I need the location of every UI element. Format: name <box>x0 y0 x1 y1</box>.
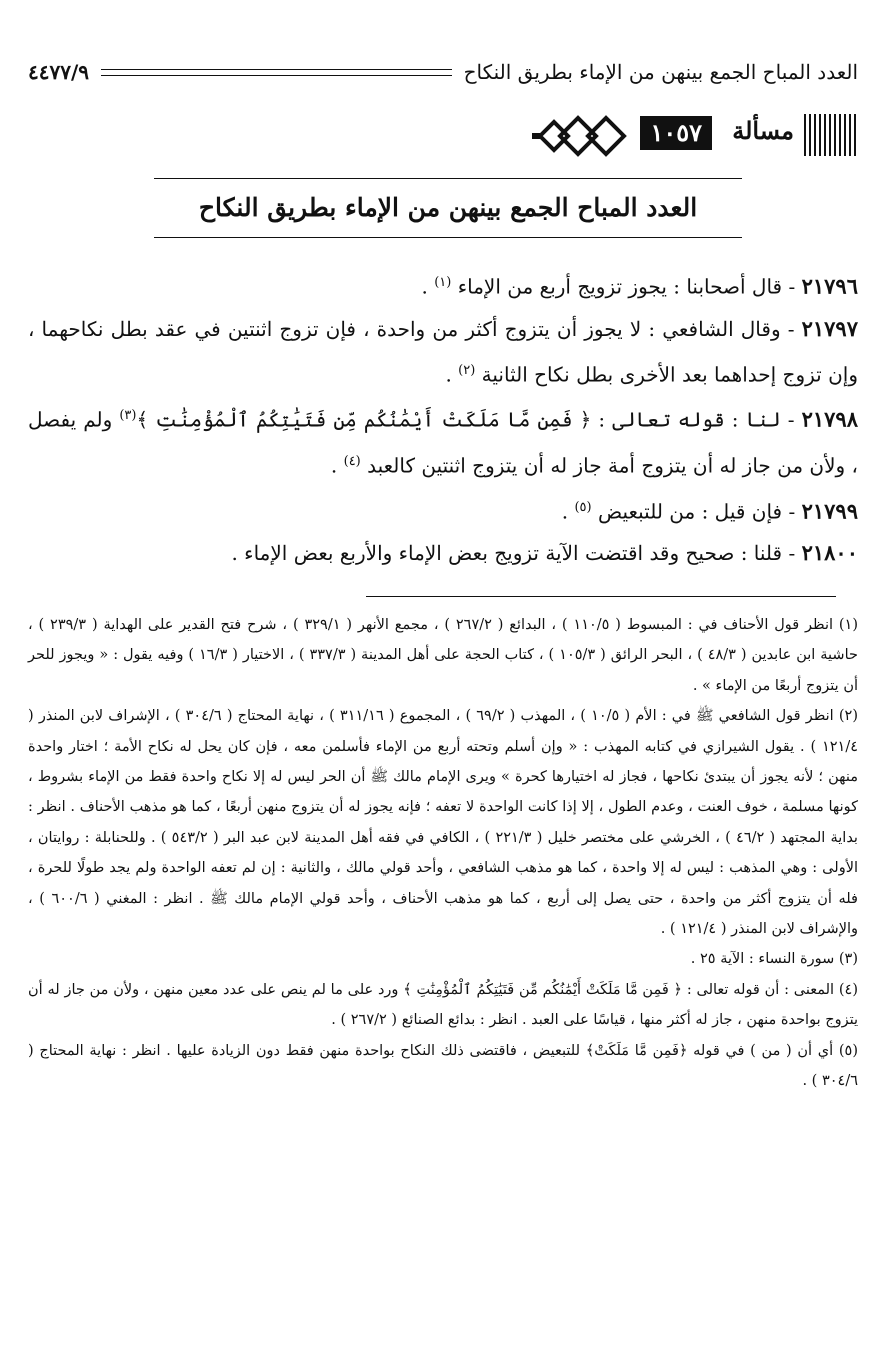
paragraph-number: ٢١٨٠٠ <box>801 540 858 566</box>
paragraph-tail: . <box>445 362 459 387</box>
paragraph-tail: . <box>421 274 435 299</box>
chapter-title: العدد المباح الجمع بينهن من الإماء بطريق النكاح <box>154 178 742 238</box>
footnote-ref: (١) <box>434 275 452 290</box>
paragraph-text: - وقال الشافعي : لا يجوز أن يتزوج أكثر من واحدة ، فإن تزوج اثنتين في عقد بطل نكاحهما ، وإن تزوج إحداهما بعد الأخرى بطل نكاح الثانية <box>28 316 858 387</box>
paragraph <box>28 395 858 486</box>
running-header <box>28 52 858 92</box>
paragraph-text: - قال أصحابنا : يجوز تزويج أربع من الإماء <box>451 274 802 299</box>
interlace-ornament-icon <box>532 110 632 162</box>
footnote: (٥) أي أن ( من ) في قوله ﴿فَمِن مَّا مَلَكَتْ﴾ للتبعيض ، فاقتضى ذلك النكاح بواحدة منهن فقط دون الزيادة عليها . انظر : نهاية المحتاج ( ٣٠٤/٦ ) . <box>28 1042 858 1090</box>
paragraph <box>28 532 858 574</box>
book-page <box>28 0 858 1353</box>
footnote: (٣) سورة النساء : الآية ٢٥ . <box>690 951 858 968</box>
footnote: (٤) المعنى : أن قوله تعالى : ﴿ فَمِن مَّا مَلَكَتْ أَيْمَٰنُكُم مِّن فَتَيَٰتِكُمُ ٱلْمُؤْمِنَٰتِ ﴾ ورد على ما لم ينص على عدد معين منهن ، ولأن من جاز له أن يتزوج بواحدة منهن ، جاز له أكثر منها ، قياسًا على العبد . انظر : بدائع الصنائع ( ٢٦٧/٢ ) . <box>28 981 858 1029</box>
footnote: (١) انظر قول الأحناف في : المبسوط ( ١١٠/٥ ) ، البدائع ( ٢٦٧/٢ ) ، مجمع الأنهر ( ٣٢٩/١ ) ، شرح فتح القدير على الهداية ( ٢٣٩/٣ ) ، حاشية ابن عابدين ( ٤٨/٣ ) ، البحر الرائق ( ١٠٥/٣ ) ، كتاب الحجة على أهل المدينة ( ٣٣٧/٣ ) ، الاختيار ( ١٦/٣ ) وفيه يقول : « ويجوز للحر أن يتزوج أربعًا من الإماء » . <box>28 617 858 694</box>
paragraph-text: - لنا : قوله تعالى : <box>591 407 802 432</box>
paragraph <box>28 487 858 533</box>
stripes-ornament-icon <box>804 114 858 156</box>
footnote: (٢) انظر قول الشافعي ﷺ في : الأم ( ١٠/٥ ) ، المهذب ( ٦٩/٢ ) ، المجموع ( ٣١١/١٦ ) ، نهاية المحتاج ( ٣٠٤/٦ ) ، الإشراف لابن المنذر ( ١٢١/٤ ) . يقول الشيرازي في كتابه المهذب : « وإن أسلم وتحته أربع من الإماء فأسلمن معه ، فإن كان يحل له نكاح الأمة ؛ اختار واحدة منهن ؛ لأنه يجوز أن يبتدئ نكاحها ، فجاز له اختيارها كحرة » ويرى الإمام مالك ﷺ أن الحر ليس له إلا نكاح واحدة فقط من الإماء بشروط ، كونها مسلمة ، خوف العنت ، وعدم الطول ، إلا إذا كانت الواحدة لا تعفه ؛ فإنه يجوز له أن يتزوج منهن أربعًا ، كما هو مذهب الأحناف . انظر : بداية المجتهد ( ٤٦/٢ ) ، الخرشي على مختصر خليل ( ٢٢١/٣ ) ، الكافي في فقه أهل المدينة لابن عبد البر ( ٥٤٣/٢ ) . وللحنابلة : روايتان ، الأولى : وهي المذهب : ليس له إلا واحدة ، كما هو مذهب الشافعي ، وأحد قولي مالك ، والثانية : إن لم تعفه الواحدة ولم يجد طولًا للحرة ، فله أن يتزوج أكثر من واحدة ، حتى يصل إلى أربع ، كما هو مذهب الأحناف ، وأحد قولي الإمام مالك ﷺ . انظر : المغني ( ٦٠٠/٦ ) ، والإشراف لابن المنذر ( ١٢١/٤ ) . <box>28 708 858 938</box>
paragraph-number: ٢١٧٩٩ <box>801 498 858 524</box>
paragraph-tail: . <box>561 499 575 524</box>
paragraph <box>28 308 858 396</box>
footnote-separator <box>366 596 836 597</box>
paragraph <box>28 262 858 308</box>
footnotes <box>28 610 858 1097</box>
masala-banner <box>538 110 858 162</box>
paragraph-tail: . <box>330 453 344 478</box>
footnote-ref: (٣) <box>119 408 137 424</box>
paragraph-number: ٢١٧٩٨ <box>801 406 858 432</box>
masala-label: مسألة <box>732 116 794 145</box>
quran-verse: ﴿ فَمِن مَّا مَلَكَتْ أَيْمَٰنُكُم مِّن فَتَيَٰتِكُمُ ٱلْمُؤْمِنَٰتِ ﴾ <box>136 407 592 432</box>
page-number: ٤٤٧٧/٩ <box>28 60 90 84</box>
running-title: العدد المباح الجمع بينهن من الإماء بطريق النكاح <box>463 60 858 84</box>
paragraph-number: ٢١٧٩٧ <box>801 315 858 341</box>
paragraph-tail: ولم يفصل ، ولأن من جاز له أن يتزوج أمة جاز له أن يتزوج اثنتين كالعبد <box>28 407 858 478</box>
header-double-rule <box>101 69 452 76</box>
paragraph-text: - قلنا : صحيح وقد اقتضت الآية تزويج بعض الإماء والأربع بعض الإماء . <box>231 541 802 566</box>
masala-number: ١٠٥٧ <box>640 116 712 150</box>
paragraph-number: ٢١٧٩٦ <box>801 273 858 299</box>
body-text <box>28 262 858 574</box>
footnote-ref: (٢) <box>458 362 476 378</box>
footnote-ref: (٤) <box>343 453 361 469</box>
footnote-ref: (٥) <box>574 499 592 515</box>
paragraph-text: - فإن قيل : من للتبعيض <box>591 499 802 524</box>
